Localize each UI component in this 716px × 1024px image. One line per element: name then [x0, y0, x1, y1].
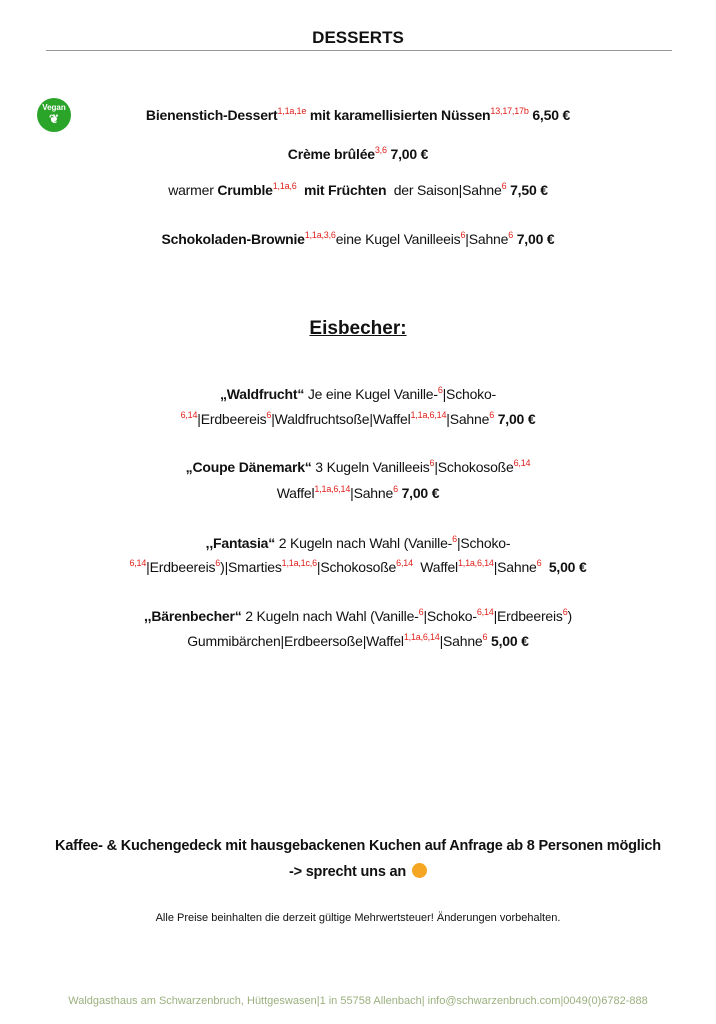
allergen-superscript: 3,6 — [374, 145, 387, 155]
text: |Erdbeereis — [197, 411, 267, 427]
text: |Schokosoße — [316, 559, 397, 575]
bold-text: 5,00 € — [541, 559, 587, 575]
allergen-superscript: 6 — [437, 385, 443, 395]
bold-text: ,,Bärenbecher“ — [143, 608, 242, 624]
text: 2 Kugeln nach Wahl (Vanille- — [241, 608, 419, 624]
allergen-superscript: 1,1a,6,14 — [457, 558, 494, 568]
leaf-icon: ❦ — [48, 112, 60, 126]
bold-text: „Coupe Dänemark“ — [185, 459, 312, 475]
footer-contact: Waldgasthaus am Schwarzenbruch, Hüttgeswasen|1 in 55758 Allenbach| info@schwarzenbruch.com|0049(0)6782-888 — [68, 995, 648, 1007]
vegan-badge-label: Vegan — [42, 103, 66, 112]
allergen-superscript: 6 — [562, 607, 568, 617]
text: Waffel — [276, 485, 315, 501]
text: |Sahne — [493, 559, 537, 575]
text: |Sahne — [439, 633, 483, 649]
allergen-superscript: 1,1a,3,6 — [304, 230, 336, 240]
allergen-superscript: 1,1a,6,14 — [403, 632, 440, 642]
bold-text: 7,00 € — [513, 231, 555, 247]
allergen-superscript: 6,14 — [476, 607, 494, 617]
eisbecher-line — [0, 534, 716, 551]
allergen-superscript: 6 — [508, 230, 514, 240]
eisbecher-line — [0, 410, 716, 427]
text: warmer — [168, 182, 218, 198]
bold-text: „Waldfrucht“ — [219, 386, 305, 402]
text: 2 Kugeln nach Wahl (Vanille- — [275, 535, 453, 551]
allergen-superscript: 6 — [418, 607, 424, 617]
allergen-superscript: 1,1a,6 — [272, 181, 297, 191]
allergen-superscript: 6 — [266, 410, 272, 420]
eisbecher-line — [0, 632, 716, 649]
text: der Saison|Sahne — [386, 182, 502, 198]
text: |Sahne — [465, 231, 509, 247]
smiley-icon — [412, 863, 427, 878]
kaffee-line — [0, 838, 716, 854]
desserts-line — [0, 230, 716, 247]
allergen-superscript: 13,17,17b — [490, 106, 529, 116]
allergen-superscript: 6,14 — [129, 558, 147, 568]
allergen-superscript: 1,1a,1c,6 — [281, 558, 317, 568]
text: |Erdbeereis — [493, 608, 563, 624]
allergen-superscript: 6,14 — [513, 458, 531, 468]
allergen-superscript: 1,1a,6,14 — [314, 484, 351, 494]
allergen-superscript: 6 — [393, 484, 398, 494]
desserts-line — [0, 145, 716, 162]
allergen-superscript: 6 — [482, 632, 488, 642]
bold-text: 7,00 € — [494, 411, 536, 427]
bold-text: 6,50 € — [528, 107, 571, 123]
text: eine Kugel Vanilleeis — [335, 231, 461, 247]
allergen-superscript: 6 — [501, 181, 507, 191]
eisbecher-line — [0, 607, 716, 624]
text: )|Smarties — [220, 559, 282, 575]
allergen-superscript: 6 — [460, 230, 466, 240]
text: |Sahne — [350, 485, 394, 501]
text: |Erdbeereis — [146, 559, 216, 575]
text: |Schoko- — [423, 608, 477, 624]
allergen-superscript: 6 — [215, 558, 221, 568]
eisbecher-line — [0, 458, 716, 475]
allergen-superscript: 1,1a,6,14 — [410, 410, 447, 420]
text: |Schoko- — [442, 386, 497, 402]
desserts-line — [0, 106, 716, 123]
text: |Sahne — [446, 411, 490, 427]
allergen-superscript: 1,1a,1e — [277, 106, 307, 116]
bold-text: 7,00 € — [397, 485, 440, 501]
eisbecher-line — [0, 385, 716, 402]
bold-text: ,,Fantasia“ — [205, 535, 276, 551]
text: |Waldfruchtsoße|Waffel — [271, 411, 411, 427]
bold-text: Schokoladen-Brownie — [161, 231, 305, 247]
allergen-superscript: 6,14 — [396, 558, 413, 568]
eisbecher-line — [0, 558, 716, 575]
bold-text: Crème brûlée — [287, 146, 375, 162]
allergen-superscript: 6 — [489, 410, 494, 420]
text: ) — [567, 608, 572, 624]
bold-text: mit karamellisierten Nüssen — [306, 107, 491, 123]
eisbecher-line — [0, 484, 716, 501]
text: Je eine Kugel Vanille- — [304, 386, 438, 402]
text: 3 Kugeln Vanilleeis — [311, 459, 430, 475]
text: Waffel — [412, 559, 458, 575]
kaffee-line — [0, 863, 716, 880]
bold-text: -> sprecht uns an — [288, 864, 407, 880]
text: |Schokosoße — [434, 459, 514, 475]
price-note: Alle Preise beinhalten die derzeit gültige Mehrwertsteuer! Änderungen vorbehalten. — [155, 912, 561, 924]
bold-text: mit Früchten — [296, 182, 387, 198]
allergen-superscript: 6 — [452, 534, 457, 544]
allergen-superscript: 6,14 — [180, 410, 198, 420]
desserts-line — [0, 181, 716, 198]
bold-text: 5,00 € — [487, 633, 529, 649]
text: |Schoko- — [456, 535, 511, 551]
page-title: DESSERTS — [312, 28, 404, 47]
bold-text: 7,00 € — [386, 146, 429, 162]
bold-text: Crumble — [217, 182, 273, 198]
title-underline — [46, 50, 672, 51]
bold-text: Bienenstich-Dessert — [145, 107, 278, 123]
eisbecher-heading: Eisbecher: — [309, 318, 407, 339]
bold-text: Kaffee- & Kuchengedeck mit hausgebackenen Kuchen auf Anfrage ab 8 Personen möglich — [55, 838, 661, 854]
bold-text: 7,50 € — [506, 182, 548, 198]
allergen-superscript: 6 — [536, 558, 542, 568]
allergen-superscript: 6 — [429, 458, 435, 468]
text: Gummibärchen|Erdbeersoße|Waffel — [187, 633, 404, 649]
